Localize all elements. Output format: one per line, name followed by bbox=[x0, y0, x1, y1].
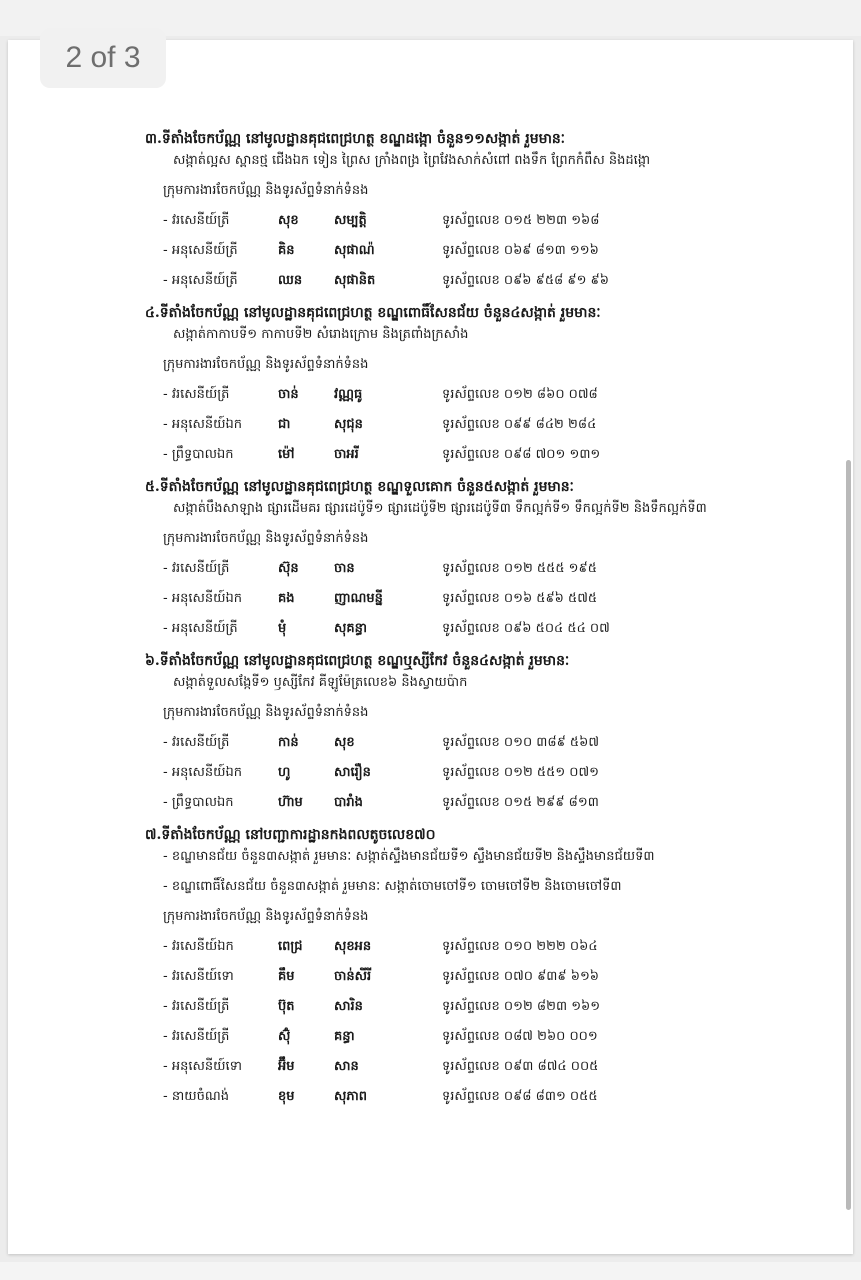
section-heading: ៧.ទីតាំងចែកប័ណ្ណ នៅបញ្ជាការដ្ឋានកងពលតូចលេខ៧០ bbox=[145, 827, 436, 843]
member-role: - វរសេនីយ៍ត្រី bbox=[163, 387, 230, 402]
member-phone: ទូរស័ព្ទលេខ ០៩៨ ៨៣១ ០៥៥ bbox=[442, 1089, 598, 1104]
member-first-name: បារាំង bbox=[334, 795, 363, 810]
member-role: - អនុសេនីយ៍ឯក bbox=[163, 591, 242, 606]
member-first-name: វណ្ណធូ bbox=[334, 387, 363, 402]
member-row bbox=[145, 270, 825, 300]
member-role: - ព្រឹទ្ធបាលឯក bbox=[163, 795, 234, 810]
district-line: - ខណ្ឌមានជ័យ ចំនួន៣សង្កាត់ រួមមានៈ សង្កាត់ស្ទឹងមានជ័យទី១ ស្ទឹងមានជ័យទី២ និងស្ទឹងមានជ័យទី៣ bbox=[163, 849, 655, 864]
member-row bbox=[145, 210, 825, 240]
member-row bbox=[145, 1086, 825, 1116]
next-page-edge bbox=[0, 1262, 861, 1280]
member-row bbox=[145, 558, 825, 588]
team-label: ក្រុមការងារចែកប័ណ្ណ និងទូរស័ព្ទទំនាក់ទំនង bbox=[163, 705, 369, 720]
member-row bbox=[145, 996, 825, 1026]
member-row bbox=[145, 732, 825, 762]
member-phone: ទូរស័ព្ទលេខ ០៧០ ៩៣៩ ៦១៦ bbox=[442, 969, 599, 984]
member-role: - វរសេនីយ៍ត្រី bbox=[163, 999, 230, 1014]
member-row bbox=[145, 1056, 825, 1086]
member-last-name: មុំ bbox=[278, 621, 287, 636]
member-role: - វរសេនីយ៍ទោ bbox=[163, 969, 234, 984]
member-last-name: ខុម bbox=[278, 1089, 295, 1104]
member-phone: ទូរស័ព្ទលេខ ០៩៩ ៨៤២ ២៨៤ bbox=[442, 417, 597, 432]
section-description: សង្កាត់ល្អស ស្ពានថ្ម ជើងឯក ទៀន ព្រៃស ក្រាំងពង្រ ព្រៃវែងសាក់សំពៅ ពងទឹក ព្រែកកំពឹស និងដង្កោ bbox=[173, 153, 651, 168]
member-first-name: ចាអរី bbox=[334, 447, 359, 462]
section-heading: ៦.ទីតាំងចែកប័ណ្ណ នៅមូលដ្ឋានគុជពេជ្រហត្ថ ខណ្ឌឬស្សីកែវ ចំនួន៤សង្កាត់ រួមមានៈ bbox=[145, 653, 570, 669]
document-content bbox=[145, 128, 825, 1118]
member-last-name: ម៉ៅ bbox=[278, 447, 295, 462]
member-first-name: សុភាព bbox=[334, 1089, 368, 1104]
member-first-name: គន្ធា bbox=[334, 1029, 355, 1044]
member-phone: ទូរស័ព្ទលេខ ០១២ ៨២៣ ១៦១ bbox=[442, 999, 601, 1014]
member-first-name: សារឿន bbox=[334, 765, 371, 780]
member-first-name: សុជុន bbox=[334, 417, 363, 432]
member-row bbox=[145, 384, 825, 414]
member-last-name: គិន bbox=[278, 243, 295, 258]
section-heading: ៣.ទីតាំងចែកប័ណ្ណ នៅមូលដ្ឋានគុជពេជ្រហត្ថ ខណ្ឌដង្កោ ចំនួន១១សង្កាត់ រួមមានៈ bbox=[145, 131, 566, 147]
member-last-name: ស៊ុន bbox=[278, 561, 299, 576]
member-last-name: ពេជ្រ bbox=[278, 939, 303, 954]
member-last-name: ប៊ុត bbox=[278, 999, 295, 1014]
member-row bbox=[145, 588, 825, 618]
member-row bbox=[145, 936, 825, 966]
member-last-name: ហ៊ាម bbox=[278, 795, 303, 810]
member-phone: ទូរស័ព្ទលេខ ០១០ ២២២ ០៦៤ bbox=[442, 939, 598, 954]
vertical-scrollbar[interactable] bbox=[846, 460, 851, 1210]
member-last-name: កាន់ bbox=[278, 735, 299, 750]
member-row bbox=[145, 444, 825, 474]
member-role: - វរសេនីយ៍ត្រី bbox=[163, 213, 230, 228]
member-first-name: ញាណមន្នី bbox=[334, 591, 383, 606]
member-role: - ព្រឹទ្ធបាលឯក bbox=[163, 447, 234, 462]
member-phone: ទូរស័ព្ទលេខ ០១៦ ៥៩៦ ៥៧៥ bbox=[442, 591, 598, 606]
member-first-name: សុគន្ធា bbox=[334, 621, 368, 636]
member-role: - នាយចំណង់ bbox=[163, 1089, 229, 1104]
member-row bbox=[145, 414, 825, 444]
member-first-name: ចាន់សីរី bbox=[334, 969, 372, 984]
member-phone: ទូរស័ព្ទលេខ ០១០ ៣៨៩ ៥៦៧ bbox=[442, 735, 599, 750]
member-first-name: សុផានិត bbox=[334, 273, 376, 288]
member-phone: ទូរស័ព្ទលេខ ០៩៦ ៩៥៨ ៩១ ៩៦ bbox=[442, 273, 609, 288]
member-phone: ទូរស័ព្ទលេខ ០១២ ៥៥១ ០៧១ bbox=[442, 765, 599, 780]
member-role: - អនុសេនីយ៍ត្រី bbox=[163, 243, 238, 258]
member-first-name: សម្បត្តិ bbox=[334, 213, 367, 228]
member-phone: ទូរស័ព្ទលេខ ០១៥ ២៩៩ ៨១៣ bbox=[442, 795, 599, 810]
team-label: ក្រុមការងារចែកប័ណ្ណ និងទូរស័ព្ទទំនាក់ទំនង bbox=[163, 909, 369, 924]
member-role: - អនុសេនីយ៍ត្រី bbox=[163, 621, 238, 636]
page-indicator: 2 of 3 bbox=[40, 28, 166, 88]
section-heading: ៥.ទីតាំងចែកប័ណ្ណ នៅមូលដ្ឋានគុជពេជ្រហត្ថ ខណ្ឌទួលគោក ចំនួន៥សង្កាត់ រួមមានៈ bbox=[145, 479, 574, 495]
member-last-name: សុខ bbox=[278, 213, 299, 228]
member-row bbox=[145, 618, 825, 648]
member-last-name: ស៊ុំ bbox=[278, 1029, 291, 1044]
member-last-name: ចាន់ bbox=[278, 387, 299, 402]
member-role: - អនុសេនីយ៍ទោ bbox=[163, 1059, 242, 1074]
section-3 bbox=[145, 128, 825, 300]
team-label: ក្រុមការងារចែកប័ណ្ណ និងទូរស័ព្ទទំនាក់ទំនង bbox=[163, 183, 369, 198]
member-phone: ទូរស័ព្ទលេខ ០៨៧ ២៦០ ០០១ bbox=[442, 1029, 598, 1044]
member-phone: ទូរស័ព្ទលេខ ០៩៣ ៨៧៤ ០០៥ bbox=[442, 1059, 599, 1074]
member-first-name: សុផាណ៉ bbox=[334, 243, 375, 258]
member-last-name: អ៊ឹម bbox=[278, 1059, 295, 1074]
member-phone: ទូរស័ព្ទលេខ ០១២ ៨៦០ ០៧៨ bbox=[442, 387, 598, 402]
member-role: - វរសេនីយ៍ឯក bbox=[163, 939, 234, 954]
member-last-name: គឹម bbox=[278, 969, 295, 984]
section-5 bbox=[145, 476, 825, 648]
member-row bbox=[145, 240, 825, 270]
section-description: សង្កាត់កាកាបទី១ កាកាបទី២ សំរោងក្រោម និងត្រពាំងក្រសាំង bbox=[173, 327, 469, 342]
team-label: ក្រុមការងារចែកប័ណ្ណ និងទូរស័ព្ទទំនាក់ទំនង bbox=[163, 531, 369, 546]
member-phone: ទូរស័ព្ទលេខ ០១៥ ២២៣ ១៦៨ bbox=[442, 213, 600, 228]
member-first-name: សុខ bbox=[334, 735, 355, 750]
section-description: សង្កាត់ទួលសង្កែទី១ ឫស្សីកែវ គីឡូម៉ែត្រលេខ៦ និងស្វាយប៉ាក bbox=[173, 675, 468, 690]
section-description: សង្កាត់បឹងសាឡាង ផ្សារដើមគរ ផ្សារដេប៉ូទី១ ផ្សារដេប៉ូទី២ ផ្សារដេប៉ូទី៣ ទឹកល្អក់ទី១ ទឹកល្អក់ទី២ និងទឹកល្អក់ទី៣ bbox=[173, 501, 707, 516]
member-row bbox=[145, 966, 825, 996]
member-first-name: សុខអន bbox=[334, 939, 372, 954]
section-6 bbox=[145, 650, 825, 822]
member-first-name: សាន bbox=[334, 1059, 359, 1074]
member-role: - វរសេនីយ៍ត្រី bbox=[163, 561, 230, 576]
member-role: - អនុសេនីយ៍ឯក bbox=[163, 765, 242, 780]
member-last-name: ជា bbox=[278, 417, 291, 432]
member-row bbox=[145, 1026, 825, 1056]
district-line: - ខណ្ឌពោធិ៍សែនជ័យ ចំនួន៣សង្កាត់ រួមមានៈ សង្កាត់ចោមចៅទី១ ចោមចៅទី២ និងចោមចៅទី៣ bbox=[163, 879, 622, 894]
member-role: - អនុសេនីយ៍ត្រី bbox=[163, 273, 238, 288]
member-last-name: ហូ bbox=[278, 765, 291, 780]
member-row bbox=[145, 762, 825, 792]
section-7 bbox=[145, 824, 825, 1116]
member-phone: ទូរស័ព្ទលេខ ០៩៦ ៥០៤ ៥៤ ០៧ bbox=[442, 621, 610, 636]
member-role: - វរសេនីយ៍ត្រី bbox=[163, 735, 230, 750]
team-label: ក្រុមការងារចែកប័ណ្ណ និងទូរស័ព្ទទំនាក់ទំនង bbox=[163, 357, 369, 372]
member-last-name: ឈន bbox=[278, 273, 303, 288]
member-role: - វរសេនីយ៍ត្រី bbox=[163, 1029, 230, 1044]
member-role: - អនុសេនីយ៍ឯក bbox=[163, 417, 242, 432]
member-phone: ទូរស័ព្ទលេខ ០១២ ៥៥៥ ១៩៥ bbox=[442, 561, 597, 576]
member-phone: ទូរស័ព្ទលេខ ០៦៩ ៨១៣ ១១៦ bbox=[442, 243, 599, 258]
section-heading: ៤.ទីតាំងចែកប័ណ្ណ នៅមូលដ្ឋានគុជពេជ្រហត្ថ ខណ្ឌពោធិ៍សែនជ័យ ចំនួន៤សង្កាត់ រួមមានៈ bbox=[145, 305, 601, 321]
member-row bbox=[145, 792, 825, 822]
member-first-name: សារិន bbox=[334, 999, 363, 1014]
section-4 bbox=[145, 302, 825, 474]
member-last-name: គង bbox=[278, 591, 295, 606]
member-first-name: ចាន bbox=[334, 561, 355, 576]
member-phone: ទូរស័ព្ទលេខ ០៩៨ ៧០១ ១៣១ bbox=[442, 447, 601, 462]
